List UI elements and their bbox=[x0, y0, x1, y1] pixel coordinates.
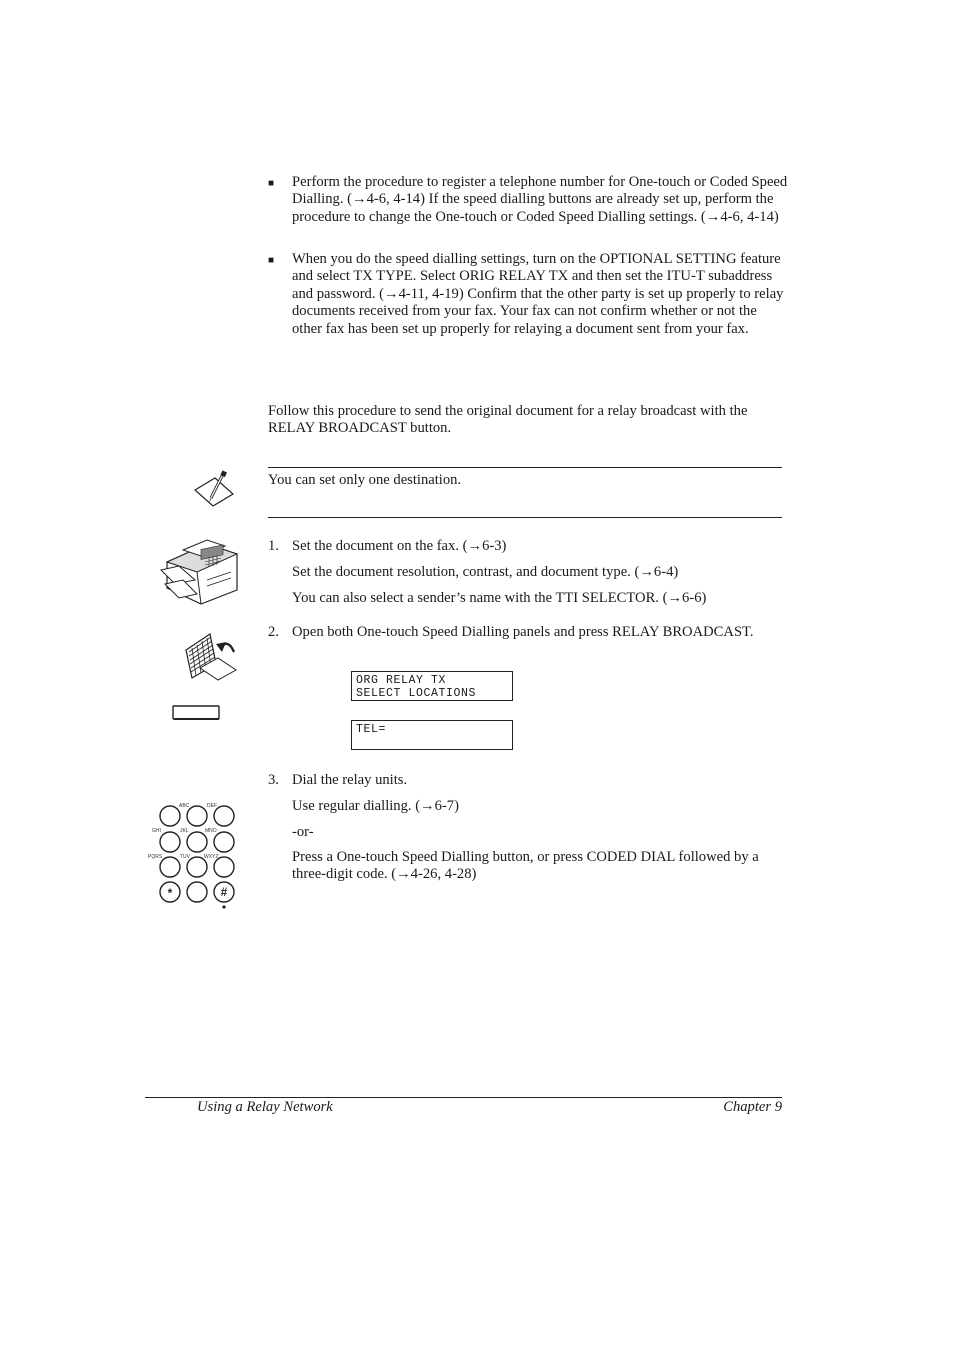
step-number: 1. bbox=[268, 538, 279, 554]
bullet-text: Perform the procedure to register a telephone number for One-touch or Coded Speed Dialling. (→4-6, 4-14) If the speed dialling buttons are already set up, perform the procedure to change the One-touch or Coded Speed Dialling settings. (→4-6, 4-14) bbox=[292, 174, 788, 225]
note-text: You can set only one destination. bbox=[268, 472, 462, 488]
bullet-item-1 bbox=[268, 174, 788, 226]
step-2 bbox=[268, 624, 788, 641]
step-text: Dial the relay units. bbox=[292, 772, 408, 788]
fax-machine-icon bbox=[161, 540, 241, 606]
key-label-tuv: TUV bbox=[180, 854, 190, 860]
speed-dial-panel-icon bbox=[182, 628, 240, 680]
step-3-detail-2: -or- bbox=[292, 824, 314, 840]
step-3-detail-3: Press a One-touch Speed Dialling button, or press CODED DIAL followed by a three-digit code. (→4-26, 4-28) bbox=[292, 849, 759, 883]
relay-broadcast-button-icon bbox=[172, 705, 220, 721]
note-pencil-icon bbox=[193, 470, 237, 508]
footer-section-title: Using a Relay Network bbox=[197, 1099, 333, 1115]
bullet-marker: ■ bbox=[268, 178, 275, 189]
step-text: Set the document on the fax. (→6-3) bbox=[292, 538, 507, 554]
step-1 bbox=[268, 538, 788, 555]
step-number: 3. bbox=[268, 772, 279, 788]
key-label-jkl: JKL bbox=[180, 828, 189, 834]
key-hash: # bbox=[220, 885, 228, 899]
numeric-keypad-icon bbox=[146, 802, 242, 910]
key-star: * bbox=[167, 886, 173, 900]
lcd-display-2: TEL= bbox=[351, 720, 513, 750]
key-label-pqrs: PQRS bbox=[148, 854, 163, 860]
bullet-text: When you do the speed dialling settings, turn on the OPTIONAL SETTING feature and select TX TYPE. Select ORIG RELAY TX and then set the ITU-T subaddress and password. (→4-11, 4-19) Confirm that the other party is set up properly to relay documents received from your fax. Your fax can not confirm whether or not the other fax has been set up properly for relaying a document sent from your fax. bbox=[292, 251, 784, 337]
bullet-item-2 bbox=[268, 251, 788, 338]
step-1-detail-1: Set the document resolution, contrast, and document type. (→6-4) bbox=[292, 564, 679, 580]
key-label-wxyz: WXYZ bbox=[204, 854, 219, 860]
step-3-detail-1: Use regular dialling. (→6-7) bbox=[292, 798, 459, 814]
lcd-display-1: ORG RELAY TX SELECT LOCATIONS bbox=[351, 671, 513, 701]
note-bottom-rule bbox=[268, 517, 782, 518]
key-label-abc: ABC bbox=[179, 803, 190, 809]
step-number: 2. bbox=[268, 624, 279, 640]
step-1-detail-2: You can also select a sender’s name with the TTI SELECTOR. (→6-6) bbox=[292, 590, 707, 606]
footer-rule bbox=[145, 1097, 782, 1098]
key-label-def: DEF bbox=[207, 803, 217, 809]
intro-paragraph: Follow this procedure to send the original document for a relay broadcast with the RELAY BROADCAST button. bbox=[268, 403, 748, 437]
bullet-marker: ■ bbox=[268, 255, 275, 266]
step-3 bbox=[268, 772, 788, 789]
footer-chapter: Chapter 9 bbox=[723, 1099, 782, 1115]
note-top-rule bbox=[268, 467, 782, 468]
step-text: Open both One-touch Speed Dialling panels and press RELAY BROADCAST. bbox=[292, 624, 754, 640]
key-label-mno: MNO bbox=[205, 828, 217, 834]
key-label-ghi: GHI bbox=[152, 828, 161, 834]
